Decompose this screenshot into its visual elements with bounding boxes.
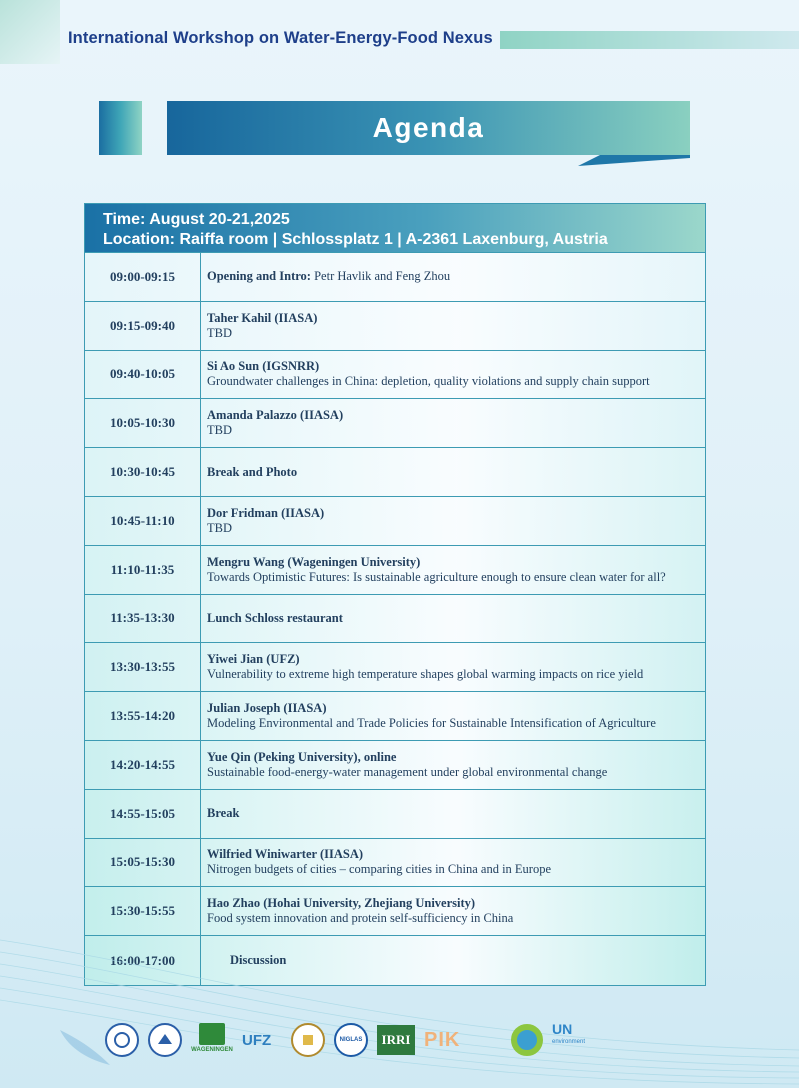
talk-topic: Modeling Environmental and Trade Policies for Sustainable Intensification of Agriculture xyxy=(207,716,656,731)
content-cell xyxy=(201,399,705,447)
talk-topic: Vulnerability to extreme high temperature shapes global warming impacts on rice yield xyxy=(207,667,644,682)
ufz-logo: UFZ xyxy=(242,1031,272,1049)
speaker: Taher Kahil (IIASA) xyxy=(207,310,318,325)
speaker: Dor Fridman (IIASA) xyxy=(207,505,325,520)
table-row xyxy=(85,790,705,839)
content-cell xyxy=(201,741,705,789)
speaker: Lunch Schloss restaurant xyxy=(207,610,343,625)
talk-topic: TBD xyxy=(207,520,232,535)
ring-logo xyxy=(511,1024,543,1056)
table-row xyxy=(85,497,705,546)
un-text: UN xyxy=(552,1021,573,1037)
content-cell xyxy=(201,692,705,740)
table-row xyxy=(85,741,705,790)
content-cell xyxy=(201,595,705,643)
time-cell: 11:10-11:35 xyxy=(85,546,201,594)
time-cell: 13:30-13:55 xyxy=(85,643,201,691)
speaker-line xyxy=(207,701,705,716)
speaker-line xyxy=(207,611,705,626)
schedule-time: Time: August 20-21,2025 xyxy=(103,211,290,228)
time-cell: 09:15-09:40 xyxy=(85,302,201,350)
time-cell: 10:45-11:10 xyxy=(85,497,201,545)
agenda-title: Agenda xyxy=(372,112,485,143)
time-cell: 14:20-14:55 xyxy=(85,741,201,789)
table-row xyxy=(85,595,705,644)
un-environment-logo xyxy=(552,1023,596,1057)
institute-logo-1 xyxy=(105,1023,139,1057)
talk-topic: Towards Optimistic Futures: Is sustainable agriculture enough to ensure clean water for all? xyxy=(207,569,666,584)
niglas-logo xyxy=(334,1023,368,1057)
table-row xyxy=(85,253,705,302)
content-cell xyxy=(201,839,705,887)
niglas-text: NIGLAS xyxy=(339,1037,363,1043)
university-seal-logo xyxy=(148,1023,182,1057)
speaker: Break and Photo xyxy=(207,464,298,479)
table-row xyxy=(85,351,705,400)
speaker-line xyxy=(207,465,705,480)
schedule-table xyxy=(84,203,706,986)
speaker: Julian Joseph (IIASA) xyxy=(207,701,327,716)
time-cell: 13:55-14:20 xyxy=(85,692,201,740)
speaker-line xyxy=(207,269,705,284)
speaker-line xyxy=(207,555,705,570)
speaker-line xyxy=(207,652,705,667)
speaker: Opening and Intro: xyxy=(207,269,311,284)
inline-topic: Petr Havlik and Feng Zhou xyxy=(310,269,451,284)
wageningen-mark xyxy=(199,1023,225,1045)
time-cell: 15:30-15:55 xyxy=(85,887,201,935)
speaker: Wilfried Winiwarter (IIASA) xyxy=(207,847,364,862)
content-cell xyxy=(201,253,705,301)
content-cell xyxy=(201,790,705,838)
speaker: Break xyxy=(207,806,240,821)
table-row xyxy=(85,643,705,692)
speaker-line xyxy=(207,506,705,521)
academy-seal-logo xyxy=(291,1023,325,1057)
time-cell: 09:00-09:15 xyxy=(85,253,201,301)
partner-logos xyxy=(105,1020,645,1060)
speaker-line xyxy=(207,847,705,862)
talk-topic: TBD xyxy=(207,423,232,438)
speaker: Yiwei Jian (UFZ) xyxy=(207,652,300,667)
content-cell xyxy=(201,643,705,691)
speaker-line xyxy=(207,750,705,765)
talk-topic: Nitrogen budgets of cities – comparing cities in China and in Europe xyxy=(207,862,552,877)
speaker: Hao Zhao (Hohai University, Zhejiang University) xyxy=(207,896,476,911)
table-row xyxy=(85,839,705,888)
content-cell xyxy=(201,302,705,350)
table-row xyxy=(85,302,705,351)
speaker-line xyxy=(207,359,705,374)
time-cell: 15:05-15:30 xyxy=(85,839,201,887)
schedule-header xyxy=(85,204,705,253)
talk-topic: Groundwater challenges in China: depletion, quality violations and supply chain support xyxy=(207,374,650,389)
content-cell xyxy=(201,546,705,594)
table-row xyxy=(85,448,705,497)
speaker: Mengru Wang (Wageningen University) xyxy=(207,554,421,569)
un-sub-text: environment xyxy=(552,1039,586,1045)
time-cell: 16:00-17:00 xyxy=(85,936,201,985)
agenda-banner-tail xyxy=(0,0,799,170)
talk-topic: Sustainable food-energy-water management under global environmental change xyxy=(207,764,608,779)
time-cell: 14:55-15:05 xyxy=(85,790,201,838)
table-row xyxy=(85,399,705,448)
wageningen-text: WAGENINGEN xyxy=(191,1047,233,1053)
schedule-rows xyxy=(85,253,705,985)
pik-text: PIK xyxy=(424,1028,461,1051)
content-cell xyxy=(201,497,705,545)
speaker-line xyxy=(207,806,705,821)
speaker: Amanda Palazzo (IIASA) xyxy=(207,408,344,423)
table-row xyxy=(85,692,705,741)
talk-topic: Food system innovation and protein self-sufficiency in China xyxy=(207,911,514,926)
pik-logo xyxy=(424,1025,502,1055)
table-row xyxy=(85,546,705,595)
speaker-line xyxy=(207,408,705,423)
workshop-title: International Workshop on Water-Energy-Food Nexus xyxy=(68,29,493,47)
content-cell xyxy=(201,448,705,496)
speaker: Yue Qin (Peking University), online xyxy=(207,749,397,764)
talk-topic: TBD xyxy=(207,325,232,340)
time-cell: 10:30-10:45 xyxy=(85,448,201,496)
speaker: Discussion xyxy=(230,953,287,968)
wageningen-logo xyxy=(191,1023,233,1057)
time-cell: 11:35-13:30 xyxy=(85,595,201,643)
speaker: Si Ao Sun (IGSNRR) xyxy=(207,359,320,374)
irri-logo: IRRI xyxy=(377,1025,415,1055)
schedule-location: Location: Raiffa room | Schlossplatz 1 | A-2361 Laxenburg, Austria xyxy=(103,230,608,248)
speaker-line xyxy=(207,311,705,326)
content-cell xyxy=(201,351,705,399)
time-cell: 09:40-10:05 xyxy=(85,351,201,399)
time-cell: 10:05-10:30 xyxy=(85,399,201,447)
